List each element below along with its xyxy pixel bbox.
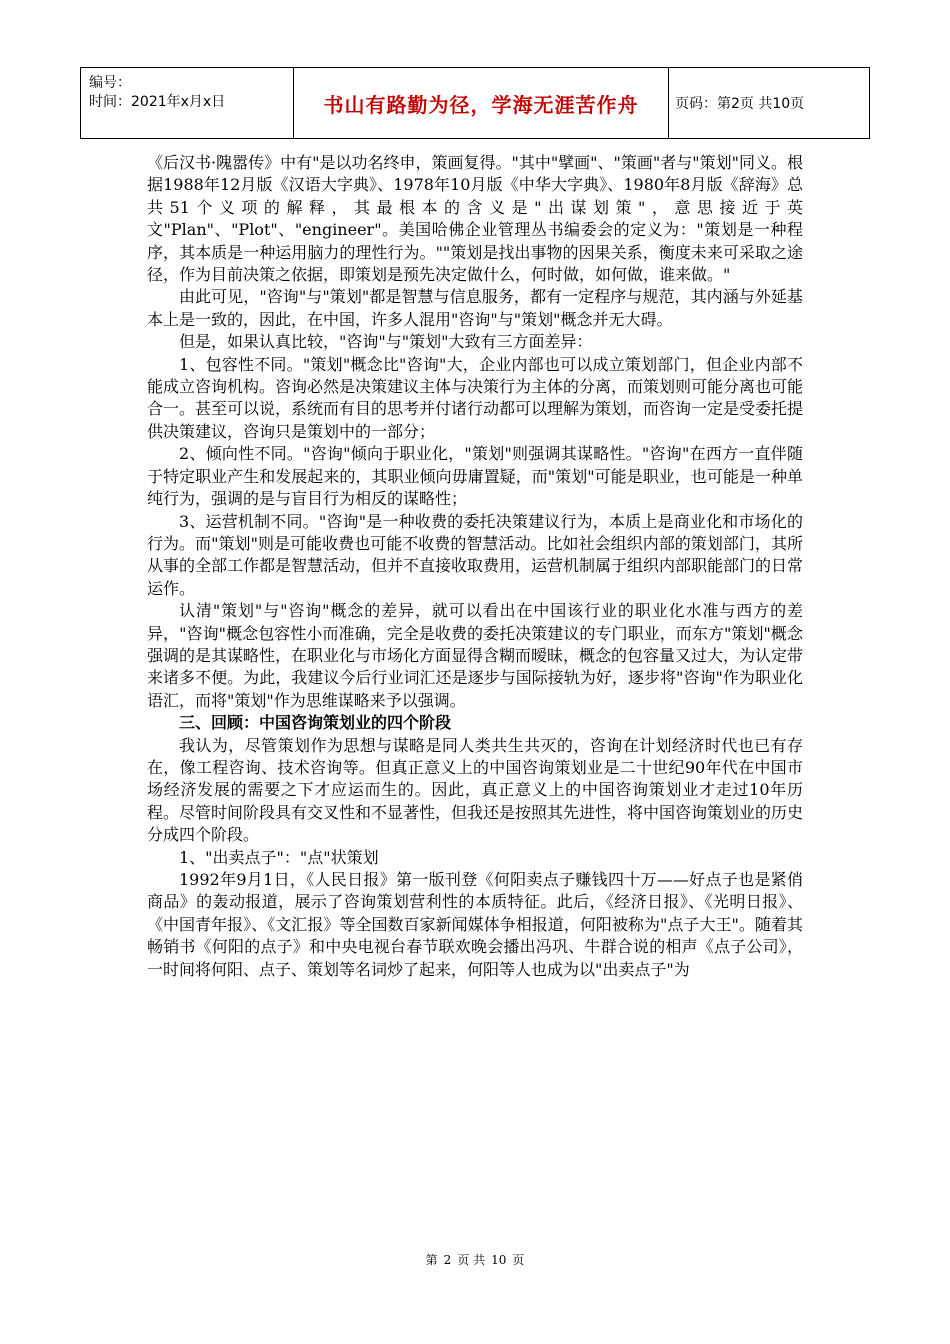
section-heading: 三、回顾：中国咨询策划业的四个阶段 [179,713,452,733]
list-item-paragraph: 3、运营机制不同。"咨询"是一种收费的委托决策建议行为，本质上是商业化和市场化的行为。而"策划"则是可能收费也可能不收费的智慧活动。比如社会组织内部的策划部门，其所从事的全部工作都是智慧活动，但并不直接收取费用，运营机制属于组织内部职能部门的日常运作。 [147,511,804,598]
body-paragraph: 我认为，尽管策划作为思想与谋略是同人类共生共灭的，咨询在计划经济时代也已有存在，像工程咨询、技术咨询等。但真正意义上的中国咨询策划业是二十世纪90年代在中国市场经济发展的需要之下才应运而生的。因此，真正意义上的中国咨询策划业才走过10年历程。尽管时间阶段具有交叉性和不显著性，但我还是按照其先进性，将中国咨询策划业的历史分成四个阶段。 [147,735,804,845]
footer-suffix: 页 [512,1253,525,1267]
footer-mid: 页 共 [457,1253,486,1267]
list-item-paragraph: 2、倾向性不同。"咨询"倾向于职业化，"策划"则强调其谋略性。"咨询"在西方一直伴随于特定职业产生和发展起来的，其职业倾向毋庸置疑，而"策划"可能是职业，也可能是一种单纯行为，强调的是与盲目行为相反的谋略性； [147,444,803,509]
header-motto-cell [294,68,669,139]
document-body [147,152,803,981]
list-item-paragraph: 1、包容性不同。"策划"概念比"咨询"大，企业内部也可以成立策划部门，但企业内部不能成立咨询机构。咨询必然是决策建议主体与决策行为主体的分离，而策划则可能分离也可能合一。甚至可以说，系统而有目的思考并付诸行动都可以理解为策划，而咨询一定是受委托提供决策建议，咨询只是策划中的一部分； [147,354,804,441]
document-time-label: 时间：2021年x月x日 [89,94,226,110]
footer-prefix: 第 [425,1253,438,1267]
page-header [80,67,870,139]
footer-total-pages: 10 [491,1253,507,1267]
subsection-heading: 1、"出卖点子"："点"状策划 [179,847,379,867]
body-paragraph: 认清"策划"与"咨询"概念的差异，就可以看出在中国该行业的职业化水准与西方的差异，"咨询"概念包容性小而准确，完全是收费的委托决策建议的专门职业，而东方"策划"概念强调的是其谋略性，在职业化与市场化方面显得含糊而暧昧，概念的包容量又过大，为认定带来诸多不便。为此，我建议今后行业词汇还是逐步与国际接轨为好，逐步将"咨询"作为职业化语汇，而将"策划"作为思维谋略来予以强调。 [147,601,804,710]
header-page-info: 页码：第2页 共10页 [675,96,805,112]
document-number-label: 编号： [89,75,131,91]
body-paragraph: 由此可见，"咨询"与"策划"都是智慧与信息服务，都有一定程序与规范，其内涵与外延基本上是一致的，因此，在中国，许多人混用"咨询"与"策划"概念并无大碍。 [147,287,803,329]
header-page-cell [669,68,870,139]
body-paragraph: 但是，如果认真比较，"咨询"与"策划"大致有三方面差异： [179,332,593,352]
footer-page-number: 2 [443,1253,452,1267]
page-footer [0,1251,950,1268]
body-paragraph: 1992年9月1日，《人民日报》第一版刊登《何阳卖点子赚钱四十万——好点子也是紧俏商品》的轰动报道，展示了咨询策划营利性的本质特征。此后，《经济日报》、《光明日报》、《中国青年报》、《文汇报》等全国数百家新闻媒体争相报道，何阳被称为"点子大王"。随着其畅销书《何阳的点子》和中央电视台春节联欢晚会播出冯巩、牛群合说的相声《点子公司》，一时间将何阳、点子、策划等名词炒了起来，何阳等人也成为以"出卖点子"为 [147,870,803,979]
body-paragraph: 《后汉书·隗嚣传》中有"是以功名终申，策画复得。"其中"擘画"、"策画"者与"策划"同义。根据1988年12月版《汉语大字典》、1978年10月版《中华大字典》、1980年8月版《辞海》总共51个义项的解释，其最根本的含义是"出谋划策"，意思接近于英文"Plan"、"Plot"、"engineer"。美国哈佛企业管理丛书编委会的定义为："策划是一种程序，其本质是一种运用脑力的理性行为。""策划是找出事物的因果关系，衡度未来可采取之途径，作为目前决策之依据，即策划是预先决定做什么，何时做，如何做，谁来做。" [147,153,803,285]
header-meta-cell [81,68,294,139]
header-motto: 书山有路勤为径，学海无涯苦作舟 [323,92,639,117]
